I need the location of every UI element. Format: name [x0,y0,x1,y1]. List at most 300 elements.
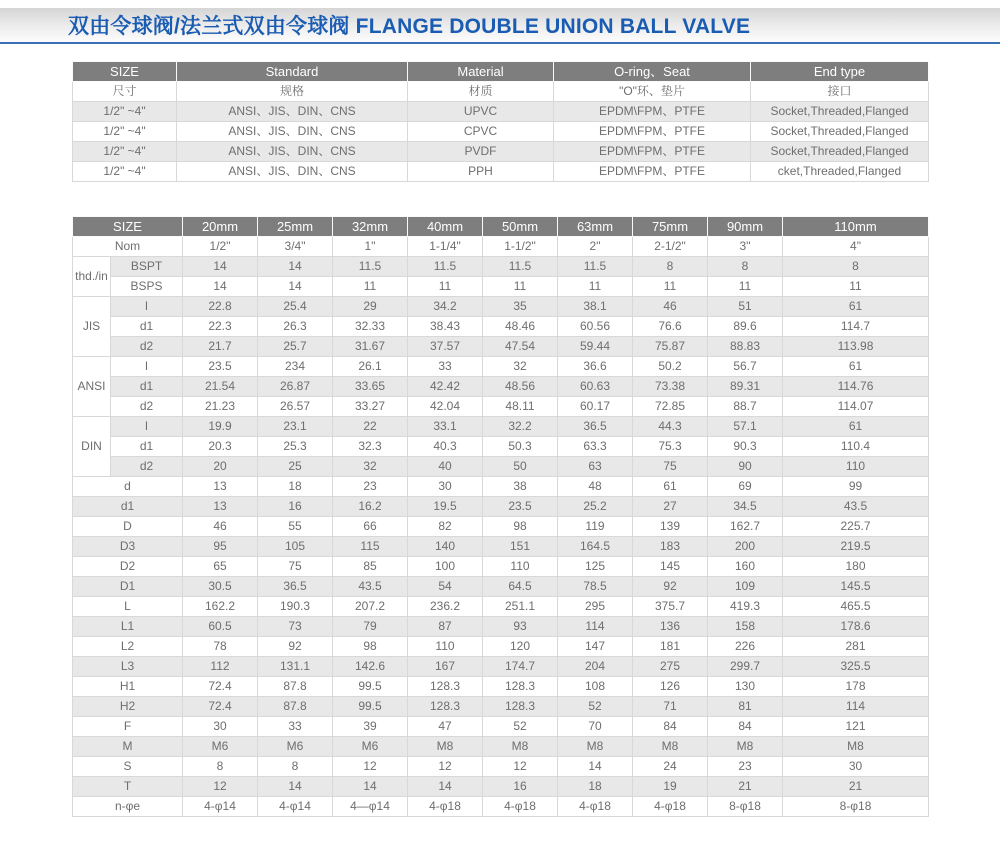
row-label: l [111,357,183,377]
cell: 48.56 [483,377,558,397]
table-row [73,757,929,777]
cell: 71 [633,697,708,717]
cell: 109 [708,577,783,597]
cell: ANSI、JIS、DIN、CNS [177,102,408,122]
cell: 1/2" ~4" [73,162,177,182]
cell: 167 [408,657,483,677]
cell: 52 [558,697,633,717]
cell: EPDM\FPM、PTFE [554,102,751,122]
cell: 47.54 [483,337,558,357]
cell: 21 [783,777,929,797]
cell: M8 [708,737,783,757]
cell: 25.4 [258,297,333,317]
table-row [73,417,929,437]
cell: 88.83 [708,337,783,357]
cell: cket,Threaded,Flanged [751,162,929,182]
cell: CPVC [408,122,554,142]
table-row [73,597,929,617]
cell: 60.63 [558,377,633,397]
row-label: d1 [111,317,183,337]
cell: 81 [708,697,783,717]
table-row [73,637,929,657]
cell: 33.65 [333,377,408,397]
cell: 190.3 [258,597,333,617]
cell: 8 [258,757,333,777]
cell: 112 [183,657,258,677]
table-row [73,237,929,257]
cell: 99.5 [333,677,408,697]
cell: 37.57 [408,337,483,357]
row-label: M [73,737,183,757]
cell: 60.5 [183,617,258,637]
cell: 183 [633,537,708,557]
cell: 42.04 [408,397,483,417]
col-header: 32mm [333,217,408,237]
cell: 40.3 [408,437,483,457]
cell: 126 [633,677,708,697]
table-row [73,257,929,277]
cell: 200 [708,537,783,557]
cell: 73 [258,617,333,637]
cell: 1/2" ~4" [73,122,177,142]
cell: 1" [333,237,408,257]
cell: 128.3 [408,697,483,717]
cell: 33.1 [408,417,483,437]
cell: 78.5 [558,577,633,597]
cell: 12 [408,757,483,777]
col-header: 110mm [783,217,929,237]
cell: 21.23 [183,397,258,417]
cell: 18 [558,777,633,797]
cell: 55 [258,517,333,537]
cell: 180 [783,557,929,577]
cell: 40 [408,457,483,477]
cell: 22.3 [183,317,258,337]
table-row [73,62,929,82]
row-label: l [111,297,183,317]
table-row [73,577,929,597]
cell: 87 [408,617,483,637]
cell: 181 [633,637,708,657]
cell: 12 [333,757,408,777]
cell: 27 [633,497,708,517]
row-label: d [73,477,183,497]
cell: 4-φ18 [483,797,558,817]
table-row [73,217,929,237]
cell: 89.31 [708,377,783,397]
cell: 75.87 [633,337,708,357]
cell: 14 [408,777,483,797]
table-row [73,297,929,317]
cell: ANSI、JIS、DIN、CNS [177,122,408,142]
cell: 82 [408,517,483,537]
page-title-banner [0,8,1000,44]
cell: 465.5 [783,597,929,617]
group-label: ANSI [73,357,111,417]
table-row [73,122,929,142]
cell: 114.07 [783,397,929,417]
table-row [73,617,929,637]
cell: 30 [183,717,258,737]
cell: 110 [783,457,929,477]
cell: M8 [633,737,708,757]
cell: 66 [333,517,408,537]
col-subheader: 接口 [751,82,929,102]
cell: 92 [633,577,708,597]
row-label: d2 [111,337,183,357]
cell: 11 [708,277,783,297]
table-row [73,277,929,297]
cell: 178.6 [783,617,929,637]
cell: 44.3 [633,417,708,437]
row-label: L3 [73,657,183,677]
cell: 140 [408,537,483,557]
cell: EPDM\FPM、PTFE [554,142,751,162]
cell: 43.5 [333,577,408,597]
cell: PPH [408,162,554,182]
cell: 204 [558,657,633,677]
table-row [73,797,929,817]
row-label: D2 [73,557,183,577]
cell: 114.76 [783,377,929,397]
cell: 110 [483,557,558,577]
cell: 114 [783,697,929,717]
cell: 30 [408,477,483,497]
cell: 50 [483,457,558,477]
spec-table [72,61,929,182]
cell: 145 [633,557,708,577]
cell: 25.7 [258,337,333,357]
col-header: 25mm [258,217,333,237]
cell: 119 [558,517,633,537]
cell: 39 [333,717,408,737]
cell: 219.5 [783,537,929,557]
cell: 8-φ18 [783,797,929,817]
cell: 160 [708,557,783,577]
cell: 32 [483,357,558,377]
cell: 38.43 [408,317,483,337]
col-header: SIZE [73,62,177,82]
row-label: T [73,777,183,797]
dimension-table [72,216,929,817]
cell: 26.3 [258,317,333,337]
table-row [73,557,929,577]
cell: 46 [633,297,708,317]
cell: 90 [708,457,783,477]
cell: 93 [483,617,558,637]
group-label: thd./in [73,257,111,297]
cell: 16.2 [333,497,408,517]
col-subheader: 规格 [177,82,408,102]
cell: 295 [558,597,633,617]
cell: 36.5 [558,417,633,437]
dimension-table-body [73,217,929,817]
cell: 11 [558,277,633,297]
cell: M6 [258,737,333,757]
table-row [73,697,929,717]
cell: 36.6 [558,357,633,377]
cell: 34.2 [408,297,483,317]
table-row [73,337,929,357]
cell: 32.2 [483,417,558,437]
cell: 42.42 [408,377,483,397]
group-label: DIN [73,417,111,477]
cell: 12 [483,757,558,777]
cell: 90.3 [708,437,783,457]
cell: 61 [783,297,929,317]
table-row [73,142,929,162]
cell: 128.3 [483,697,558,717]
cell: 99.5 [333,697,408,717]
cell: 34.5 [708,497,783,517]
cell: 70 [558,717,633,737]
cell: 61 [633,477,708,497]
cell: 57.1 [708,417,783,437]
cell: 25 [258,457,333,477]
col-subheader: 材质 [408,82,554,102]
cell: 11 [408,277,483,297]
cell: 33 [258,717,333,737]
cell: 128.3 [483,677,558,697]
cell: 23.1 [258,417,333,437]
cell: 76.6 [633,317,708,337]
cell: 114 [558,617,633,637]
cell: 162.2 [183,597,258,617]
cell: 43.5 [783,497,929,517]
cell: 4—φ14 [333,797,408,817]
cell: 174.7 [483,657,558,677]
cell: Socket,Threaded,Flanged [751,102,929,122]
cell: 88.7 [708,397,783,417]
table-row [73,477,929,497]
cell: 145.5 [783,577,929,597]
cell: 251.1 [483,597,558,617]
cell: 108 [558,677,633,697]
cell: 85 [333,557,408,577]
cell: 60.56 [558,317,633,337]
row-label: F [73,717,183,737]
cell: 121 [783,717,929,737]
cell: 120 [483,637,558,657]
cell: EPDM\FPM、PTFE [554,162,751,182]
cell: 128.3 [408,677,483,697]
cell: 47 [408,717,483,737]
cell: 75 [633,457,708,477]
cell: 234 [258,357,333,377]
cell: 72.4 [183,677,258,697]
table-row [73,517,929,537]
row-label: d1 [73,497,183,517]
cell: 3/4" [258,237,333,257]
col-header: O-ring、Seat [554,62,751,82]
cell: 1-1/2" [483,237,558,257]
cell: 4-φ14 [183,797,258,817]
cell: 8-φ18 [708,797,783,817]
cell: 25.3 [258,437,333,457]
cell: 63 [558,457,633,477]
cell: 139 [633,517,708,537]
cell: 8 [183,757,258,777]
cell: 35 [483,297,558,317]
cell: 24 [633,757,708,777]
cell: 162.7 [708,517,783,537]
col-header: End type [751,62,929,82]
cell: 14 [183,257,258,277]
cell: 14 [258,777,333,797]
table-row [73,397,929,417]
cell: 69 [708,477,783,497]
row-label: BSPS [111,277,183,297]
cell: 11 [783,277,929,297]
row-label: l [111,417,183,437]
cell: 11 [633,277,708,297]
cell: 26.57 [258,397,333,417]
cell: 19.9 [183,417,258,437]
catalog-page [0,8,1000,817]
cell: 13 [183,497,258,517]
row-label: n-φe [73,797,183,817]
cell: 20 [183,457,258,477]
cell: 16 [483,777,558,797]
cell: 22.8 [183,297,258,317]
row-label: d1 [111,377,183,397]
cell: 52 [483,717,558,737]
cell: 51 [708,297,783,317]
cell: 110.4 [783,437,929,457]
cell: 113.98 [783,337,929,357]
cell: M6 [333,737,408,757]
cell: 21.7 [183,337,258,357]
cell: 147 [558,637,633,657]
cell: 178 [783,677,929,697]
cell: 236.2 [408,597,483,617]
col-header: Standard [177,62,408,82]
cell: ANSI、JIS、DIN、CNS [177,142,408,162]
cell: 21.54 [183,377,258,397]
cell: 26.87 [258,377,333,397]
cell: 325.5 [783,657,929,677]
cell: 59.44 [558,337,633,357]
table-row [73,457,929,477]
col-subheader: 尺寸 [73,82,177,102]
cell: 2" [558,237,633,257]
cell: 11.5 [558,257,633,277]
cell: ANSI、JIS、DIN、CNS [177,162,408,182]
cell: 61 [783,417,929,437]
cell: M8 [408,737,483,757]
cell: 84 [633,717,708,737]
row-label: Nom [73,237,183,257]
cell: 11.5 [408,257,483,277]
cell: 73.38 [633,377,708,397]
cell: 14 [558,757,633,777]
cell: 20.3 [183,437,258,457]
row-label: L2 [73,637,183,657]
cell: 72.4 [183,697,258,717]
cell: 32.3 [333,437,408,457]
cell: 32 [333,457,408,477]
cell: 158 [708,617,783,637]
cell: Socket,Threaded,Flanged [751,142,929,162]
cell: 48.11 [483,397,558,417]
cell: 19 [633,777,708,797]
cell: 142.6 [333,657,408,677]
spec-table-body [73,62,929,182]
cell: 46 [183,517,258,537]
cell: 50.3 [483,437,558,457]
cell: 4" [783,237,929,257]
cell: 225.7 [783,517,929,537]
col-header: 20mm [183,217,258,237]
row-label: BSPT [111,257,183,277]
row-label: S [73,757,183,777]
cell: 131.1 [258,657,333,677]
cell: 14 [258,257,333,277]
table-row [73,537,929,557]
col-header: SIZE [73,217,183,237]
cell: 23.5 [483,497,558,517]
cell: 38 [483,477,558,497]
cell: 1/2" ~4" [73,142,177,162]
cell: 26.1 [333,357,408,377]
cell: 110 [408,637,483,657]
cell: 99 [783,477,929,497]
table-row [73,717,929,737]
cell: 87.8 [258,697,333,717]
cell: 4-φ18 [558,797,633,817]
table-row [73,777,929,797]
cell: 14 [258,277,333,297]
col-header: 50mm [483,217,558,237]
cell: 375.7 [633,597,708,617]
row-label: L [73,597,183,617]
cell: 3" [708,237,783,257]
cell: 11.5 [483,257,558,277]
col-header: 90mm [708,217,783,237]
cell: 281 [783,637,929,657]
cell: 60.17 [558,397,633,417]
cell: 33 [408,357,483,377]
row-label: H2 [73,697,183,717]
cell: 14 [183,277,258,297]
row-label: H1 [73,677,183,697]
cell: 23 [708,757,783,777]
cell: 92 [258,637,333,657]
cell: 72.85 [633,397,708,417]
col-subheader: "O"环、垫片 [554,82,751,102]
cell: 8 [708,257,783,277]
cell: 130 [708,677,783,697]
table-row [73,357,929,377]
cell: EPDM\FPM、PTFE [554,122,751,142]
cell: 419.3 [708,597,783,617]
cell: 105 [258,537,333,557]
cell: 23 [333,477,408,497]
cell: 29 [333,297,408,317]
cell: 1/2" ~4" [73,102,177,122]
row-label: d2 [111,457,183,477]
table-row [73,377,929,397]
cell: 84 [708,717,783,737]
cell: 98 [333,637,408,657]
cell: 75.3 [633,437,708,457]
cell: 54 [408,577,483,597]
table-row [73,657,929,677]
cell: 2-1/2" [633,237,708,257]
cell: 18 [258,477,333,497]
cell: 164.5 [558,537,633,557]
cell: 48 [558,477,633,497]
